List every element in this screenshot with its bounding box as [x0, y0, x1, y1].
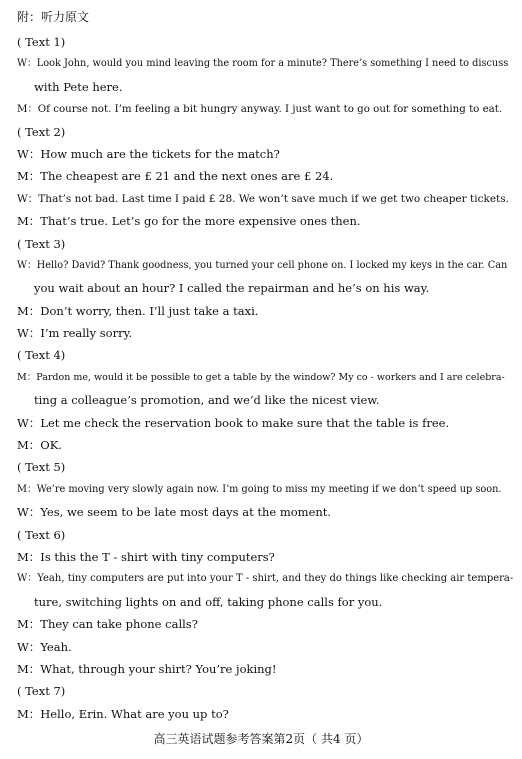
- dialogue-line: [17, 658, 513, 680]
- dialogue-text: OK.: [40, 438, 62, 453]
- dialogue-line: [17, 568, 513, 590]
- speaker-label: M：: [17, 661, 41, 676]
- speaker-label: M：: [17, 438, 41, 453]
- dialogue-line: [17, 210, 513, 232]
- dialogue-line: [17, 479, 513, 501]
- dialogue-text: Yeah.: [40, 639, 72, 654]
- text-section-label: ( Text 1): [17, 35, 66, 49]
- dialogue-text: Let me check the reservation book to make sure that the table is free.: [40, 415, 450, 430]
- speaker-label: M：: [17, 483, 37, 495]
- dialogue-text: Hello? David? Thank goodness, you turned your cell phone on. I locked my keys in the car. Can: [36, 259, 508, 271]
- speaker-label: W：: [17, 505, 41, 520]
- dialogue-line: [17, 434, 513, 456]
- text-section-label: ( Text 5): [17, 460, 66, 475]
- speaker-label: W：: [17, 415, 41, 430]
- dialogue-line: [17, 412, 513, 434]
- transcript: [17, 31, 513, 725]
- speaker-label: W：: [17, 192, 39, 205]
- speaker-label: M：: [17, 617, 41, 632]
- dialogue-text: That’s true. Let’s go for the more expensive ones then.: [40, 214, 361, 229]
- text-section-label: ( Text 2): [17, 124, 66, 139]
- dialogue-text: Pardon me, would it be possible to get a table by the window? My co - workers and I are celebra-: [36, 371, 505, 383]
- speaker-label: M：: [17, 549, 41, 564]
- text-section-label: ( Text 7): [17, 684, 66, 699]
- dialogue-text: Yes, we seem to be late most days at the moment.: [40, 505, 332, 520]
- dialogue-text: That’s not bad. Last time I paid £ 28. We won’t save much if we get two cheaper tickets.: [38, 192, 509, 205]
- dialogue-continuation: with Pete here.: [34, 79, 123, 94]
- dialogue-text: Don’t worry, then. I’ll just take a taxi.: [40, 303, 259, 318]
- dialogue-text: What, through your shirt? You’re joking!: [40, 661, 277, 676]
- dialogue-line: [17, 501, 513, 523]
- dialogue-text: We’re moving very slowly again now. I’m going to miss my meeting if we don’t speed up soon.: [36, 483, 502, 495]
- speaker-label: M：: [17, 706, 41, 721]
- dialogue-continuation: ting a colleague’s promotion, and we’d like the nicest view.: [34, 393, 380, 408]
- page-footer: 高三英语试题参考答案第2页（ 共4 页）: [153, 732, 369, 746]
- text-section-label: ( Text 4): [17, 348, 66, 363]
- speaker-label: W：: [17, 573, 38, 585]
- dialogue-text: They can take phone calls?: [40, 617, 198, 632]
- appendix-heading: 附：听力原文: [17, 10, 90, 24]
- dialogue-text: How much are the tickets for the match?: [40, 146, 280, 161]
- speaker-label: M：: [17, 303, 41, 318]
- dialogue-text: Hello, Erin. What are you up to?: [40, 706, 229, 721]
- dialogue-text: Look John, would you mind leaving the room for a minute? There’s something I need to discuss: [36, 58, 509, 70]
- dialogue-continuation: you wait about an hour? I called the repairman and he’s on his way.: [34, 281, 430, 296]
- speaker-label: W：: [17, 326, 41, 341]
- dialogue-line: [17, 255, 513, 277]
- dialogue-line: [17, 613, 513, 635]
- speaker-label: W：: [17, 146, 41, 161]
- dialogue-line: [17, 546, 513, 568]
- text-section-label: ( Text 3): [17, 236, 66, 251]
- dialogue-text: Yeah, tiny computers are put into your T - shirt, and they do things like checking air tempera-: [37, 573, 514, 585]
- dialogue-line: [17, 98, 513, 120]
- speaker-label: W：: [17, 639, 41, 654]
- dialogue-text: The cheapest are £ 21 and the next ones are £ 24.: [40, 169, 334, 184]
- dialogue-text: I’m really sorry.: [40, 326, 133, 341]
- dialogue-line: [17, 636, 513, 658]
- speaker-label: W：: [17, 58, 37, 70]
- dialogue-continuation: ture, switching lights on and off, taking phone calls for you.: [34, 594, 383, 609]
- speaker-label: M：: [17, 103, 38, 116]
- dialogue-line: [17, 367, 513, 389]
- dialogue-line: [17, 188, 513, 210]
- dialogue-line: [17, 322, 513, 344]
- dialogue-text: Is this the T - shirt with tiny computers?: [40, 549, 275, 564]
- speaker-label: M：: [17, 214, 41, 229]
- dialogue-line: [17, 53, 513, 75]
- speaker-label: M：: [17, 169, 41, 184]
- dialogue-line: [17, 703, 513, 725]
- dialogue-text: Of course not. I’m feeling a bit hungry anyway. I just want to go out for something to eat.: [37, 103, 503, 116]
- speaker-label: M：: [17, 371, 37, 383]
- dialogue-line: [17, 165, 513, 187]
- speaker-label: W：: [17, 259, 37, 271]
- dialogue-line: [17, 143, 513, 165]
- dialogue-line: [17, 300, 513, 322]
- text-section-label: ( Text 6): [17, 527, 66, 542]
